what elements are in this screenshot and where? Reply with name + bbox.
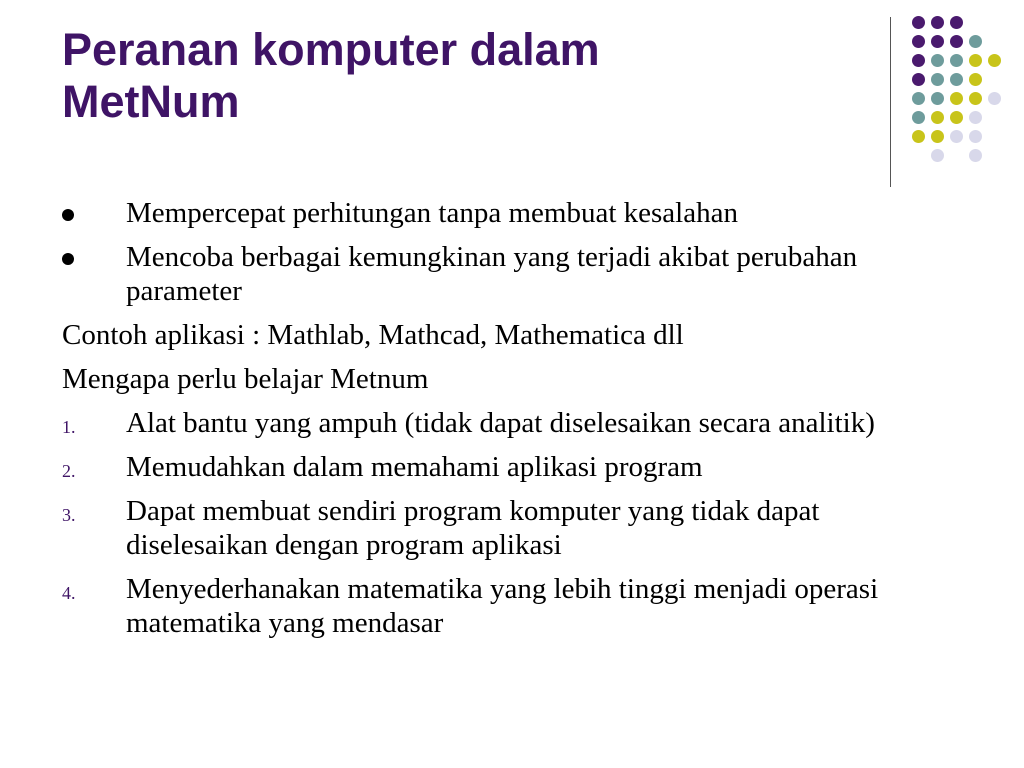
dot-lavender: [931, 149, 944, 162]
dot-teal: [912, 92, 925, 105]
bullet-item: [62, 240, 962, 308]
item-number: 3.: [62, 505, 76, 525]
dot-teal: [931, 92, 944, 105]
dot-teal: [912, 111, 925, 124]
bullet-text: Mempercepat perhitungan tanpa membuat kesalahan: [126, 197, 738, 229]
dot-lime: [969, 73, 982, 86]
dot-teal: [931, 73, 944, 86]
decorative-dot-grid: [904, 10, 1014, 170]
numbered-item: [62, 406, 962, 440]
bullet-dot-icon: [62, 253, 74, 265]
dot-purple: [950, 35, 963, 48]
dot-lime: [912, 130, 925, 143]
dot-lavender: [969, 111, 982, 124]
bullet-item: [62, 196, 962, 230]
dot-purple: [950, 16, 963, 29]
item-number: 4.: [62, 583, 76, 603]
dot-teal: [931, 54, 944, 67]
plain-line: Contoh aplikasi : Mathlab, Mathcad, Mathematica dll: [62, 319, 684, 351]
dot-lavender: [969, 130, 982, 143]
slide-title: [62, 24, 842, 128]
dot-purple: [912, 16, 925, 29]
dot-lime: [969, 92, 982, 105]
numbered-item: [62, 450, 962, 484]
dot-purple: [912, 73, 925, 86]
dot-lime: [988, 54, 1001, 67]
numbered-item: [62, 494, 962, 562]
dot-purple: [931, 35, 944, 48]
title-divider: [890, 17, 891, 187]
dot-lime: [931, 111, 944, 124]
dot-purple: [912, 35, 925, 48]
slide-title-line2: MetNum: [62, 76, 240, 127]
item-number: 1.: [62, 417, 76, 437]
dot-teal: [950, 54, 963, 67]
dot-lime: [969, 54, 982, 67]
numbered-text: Dapat membuat sendiri program komputer yang tidak dapat diselesaikan dengan program aplikasi: [126, 495, 820, 561]
numbered-text: Alat bantu yang ampuh (tidak dapat diselesaikan secara analitik): [126, 407, 875, 439]
dot-teal: [950, 73, 963, 86]
slide-title-line1: Peranan komputer dalam: [62, 24, 600, 75]
dot-lavender: [988, 92, 1001, 105]
bullet-dot-icon: [62, 209, 74, 221]
numbered-text: Menyederhanakan matematika yang lebih tinggi menjadi operasi matematika yang mendasar: [126, 573, 879, 639]
dot-purple: [931, 16, 944, 29]
plain-line: Mengapa perlu belajar Metnum: [62, 363, 429, 395]
bullet-text: Mencoba berbagai kemungkinan yang terjadi akibat perubahan parameter: [126, 241, 858, 307]
dot-lavender: [969, 149, 982, 162]
dot-lavender: [950, 130, 963, 143]
dot-teal: [969, 35, 982, 48]
slide-body: [62, 196, 962, 650]
dot-lime: [950, 111, 963, 124]
dot-purple: [912, 54, 925, 67]
item-number: 2.: [62, 461, 76, 481]
numbered-text: Memudahkan dalam memahami aplikasi program: [126, 451, 703, 483]
dot-lime: [950, 92, 963, 105]
numbered-item: [62, 572, 962, 640]
dot-lime: [931, 130, 944, 143]
